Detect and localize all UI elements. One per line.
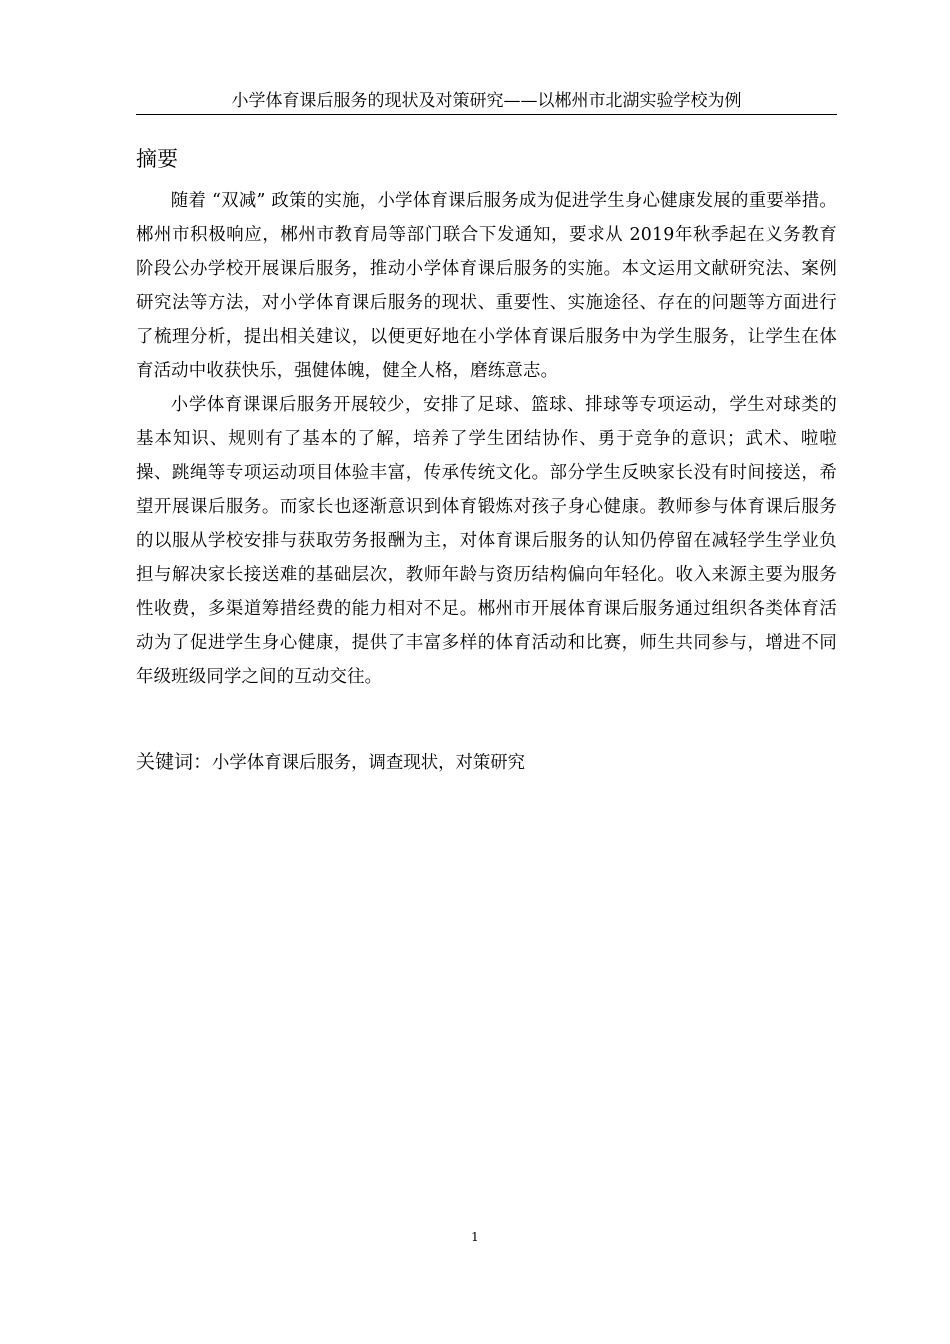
keywords-line (136, 745, 837, 780)
abstract-paragraph-2: 小学体育课课后服务开展较少，安排了足球、篮球、排球等专项运动，学生对球类的基本知识、规则有了基本的了解，培养了学生团结协作、勇于竞争的意识；武术、啦啦操、跳绳等专项运动项目体验丰富，传承传统文化。部分学生反映家长没有时间接送，希望开展课后服务。而家长也逐渐意识到体育锻炼对孩子身心健康。教师参与体育课后服务的以服从学校安排与获取劳务报酬为主，对体育课后服务的认知仍停留在减轻学生学业负担与解决家长接送难的基础层次，教师年龄与资历结构偏向年轻化。收入来源主要为服务性收费，多渠道筹措经费的能力相对不足。郴州市开展体育课后服务通过组织各类体育活动为了促进学生身心健康，提供了丰富多样的体育活动和比赛，师生共同参与，增进不同年级班级同学之间的互动交往。 (136, 395, 837, 687)
running-header: 小学体育课后服务的现状及对策研究——以郴州市北湖实验学校为例 (136, 88, 837, 115)
page-number: 1 (471, 1230, 479, 1244)
keywords-text: 小学体育课后服务，调查现状，对策研究 (212, 753, 526, 773)
keywords-label: 关键词： (136, 751, 213, 773)
abstract-body (136, 184, 837, 694)
abstract-paragraph-1: 随着 “双减” 政策的实施，小学体育课后服务成为促进学生身心健康发展的重要举措。郴州市积极响应，郴州市教育局等部门联合下发通知，要求从 2019年秋季起在义务教育阶段公办学校开展课后服务，推动小学体育课后服务的实施。本文运用文献研究法、案例研究法等方法，对小学体育课后服务的现状、重要性、实施途径、存在的问题等方面进行了梳理分析，提出相关建议，以便更好地在小学体育课后服务中为学生服务，让学生在体育活动中收获快乐，强健体魄，健全人格，磨练意志。 (136, 191, 837, 381)
abstract-heading: 摘要 (136, 147, 178, 171)
